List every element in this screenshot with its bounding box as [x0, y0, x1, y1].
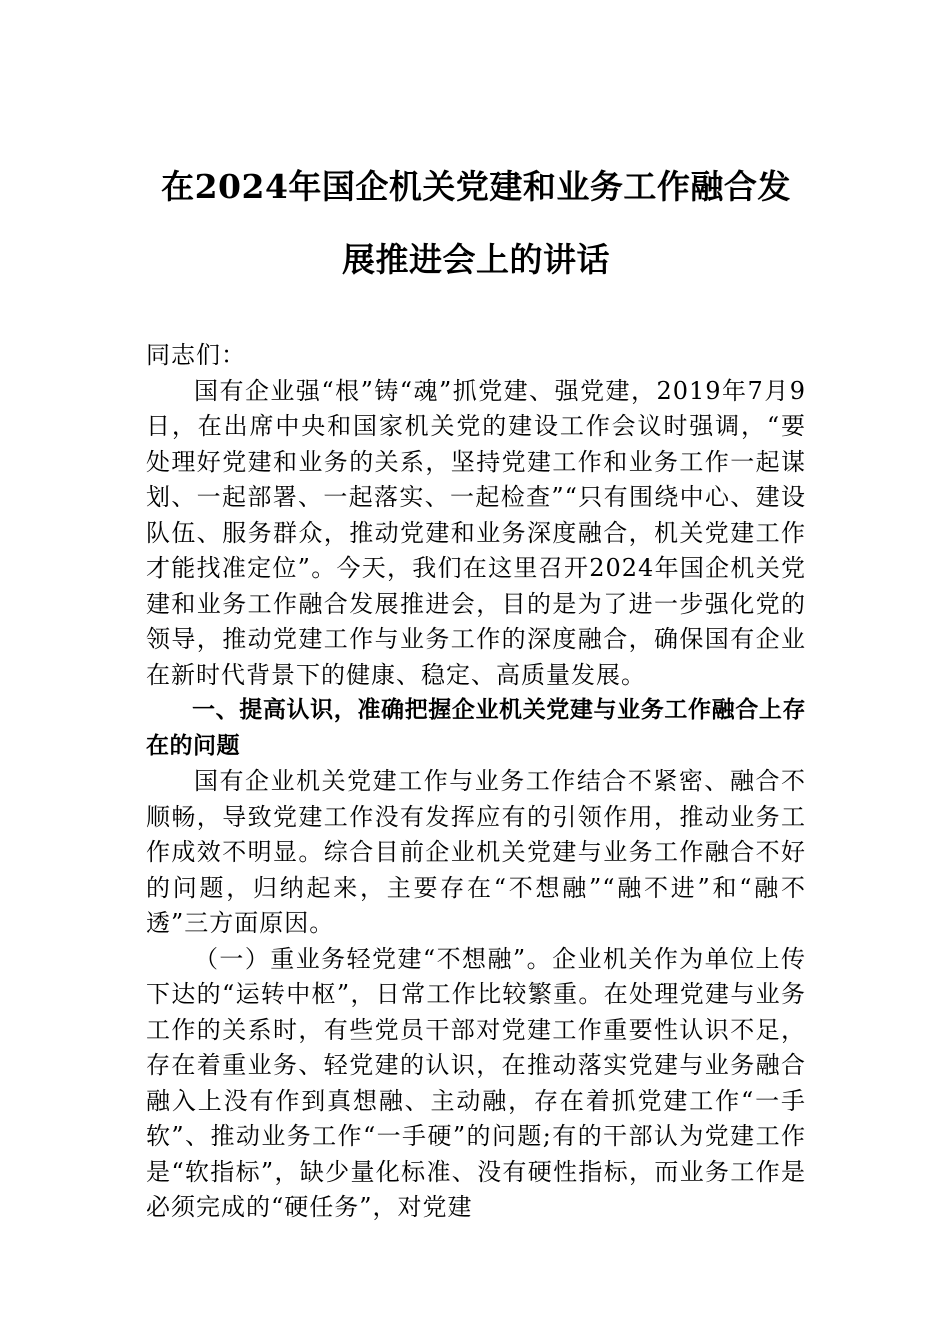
subsection-1-heading: （一）重业务轻党建“不想融”。	[194, 944, 553, 973]
document-title: 在2024年国企机关党建和业务工作融合发展推进会上的讲话	[161, 167, 791, 279]
subsection-1-text: 企业机关作为单位上传下达的“运转中枢”，日常工作比较繁重。在处理党建与业务工作的关系时，有些党员干部对党建工作重要性认识不足，存在着重业务、轻党建的认识，在推动落实党建与业务融合融入上没有作到真想融、主动融，存在着抓党建工作“一手软”、推动业务工作“一手硬”的问题;有的干部认为党建工作是“软指标”，缺少量化标准、没有硬性指标，而业务工作是必须完成的“硬任务”，对党建	[146, 944, 806, 1221]
document-page	[146, 150, 806, 1226]
subsection-1-paragraph	[146, 942, 806, 1226]
section-1-heading: 一、提高认识，准确把握企业机关党建与业务工作融合上存在的问题	[146, 697, 806, 759]
section-1-paragraph: 国有企业机关党建工作与业务工作结合不紧密、融合不顺畅，导致党建工作没有发挥应有的引领作用，推动业务工作成效不明显。综合目前企业机关党建与业务工作融合不好的问题，归纳起来，主要存在“不想融”“融不进”和“融不透”三方面原因。	[146, 767, 806, 937]
intro-paragraph: 国有企业强“根”铸“魂”抓党建、强党建，2019年7月9日，在出席中央和国家机关党的建设工作会议时强调，“要处理好党建和业务的关系，坚持党建工作和业务工作一起谋划、一起部署、一起落实、一起检查”“只有围绕中心、建设队伍、服务群众，推动党建和业务深度融合，机关党建工作才能找准定位”。今天，我们在这里召开2024年国企机关党建和业务工作融合发展推进会，目的是为了进一步强化党的领导，推动党建工作与业务工作的深度融合，确保国有企业在新时代背景下的健康、稳定、高质量发展。	[146, 376, 806, 689]
document-body	[146, 338, 806, 1226]
salutation: 同志们：	[146, 341, 246, 369]
